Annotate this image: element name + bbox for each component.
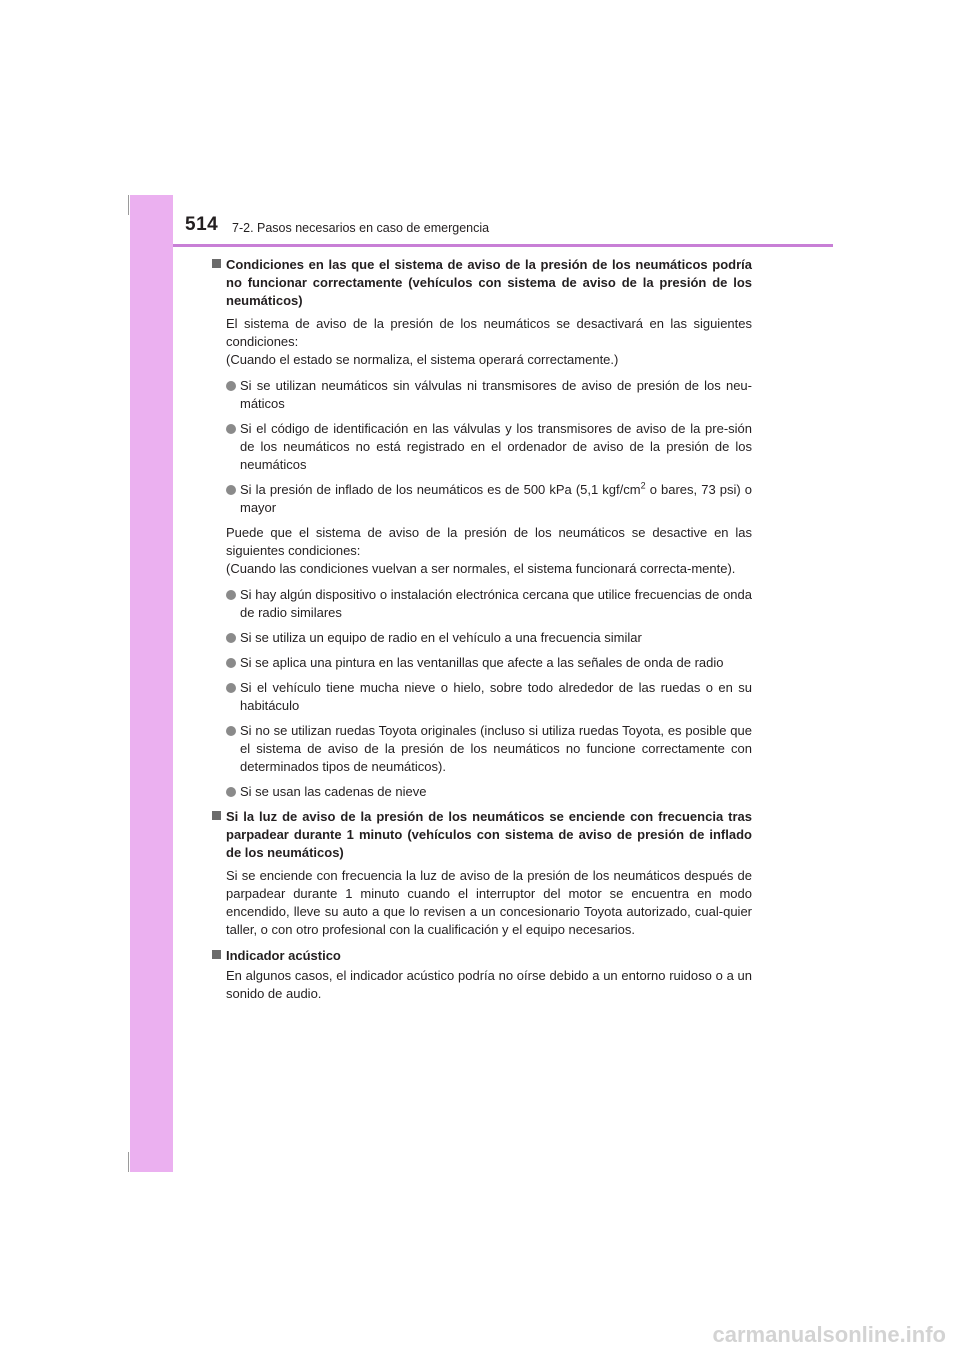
list-item-text: Si se usan las cadenas de nieve: [240, 784, 427, 799]
paragraph-line: En algunos casos, el indicador acústico podría no oírse debido a un entorno ruidoso o a un sonido de audio.: [226, 968, 752, 1001]
list-item: [226, 722, 752, 776]
paragraph: [226, 315, 752, 369]
crop-mark: [128, 1152, 129, 1172]
list-item-text: Si el vehículo tiene mucha nieve o hielo, sobre todo alrededor de las ruedas o en su habitáculo: [240, 680, 752, 713]
bullet-icon: [226, 381, 236, 391]
section-warning-light: [212, 808, 752, 939]
paragraph: [226, 524, 752, 578]
header-rule: [173, 244, 833, 247]
list-item: [226, 420, 752, 474]
list-item-text: Si se utilizan neumáticos sin válvulas ni transmisores de aviso de presión de los neu-máticos: [240, 378, 752, 411]
section-title: Si la luz de aviso de la presión de los neumáticos se enciende con frecuencia tras parpadear durante 1 minuto (vehículos con sistema de aviso de presión de inflado de los neumáticos): [226, 809, 752, 860]
section-tpms-conditions: [212, 256, 752, 801]
list-item: [226, 654, 752, 672]
section-title: Indicador acústico: [226, 948, 341, 963]
square-bullet-icon: [212, 811, 221, 820]
side-tab-band: [130, 195, 173, 1172]
superscript: 2: [640, 480, 646, 491]
section-title: Condiciones en las que el sistema de aviso de la presión de los neumáticos podría no funcionar correctamente (vehículos con sistema de aviso de la presión de los neumáticos): [226, 257, 752, 308]
section-acoustic-indicator: [212, 947, 752, 1003]
list-item: [226, 481, 752, 517]
square-bullet-icon: [212, 259, 221, 268]
paragraph-line: Puede que el sistema de aviso de la presión de los neumáticos se desactive en las siguientes condiciones:: [226, 525, 752, 558]
bullet-icon: [226, 787, 236, 797]
bullet-icon: [226, 590, 236, 600]
list-item: [226, 629, 752, 647]
paragraph-line: El sistema de aviso de la presión de los neumáticos se desactivará en las siguientes condiciones:: [226, 316, 752, 349]
bullet-icon: [226, 424, 236, 434]
list-item-text: Si no se utilizan ruedas Toyota originales (incluso si utiliza ruedas Toyota, es posible que el sistema de aviso de la presión de los neumáticos no funcione correctamente con determinados tipos de neumáticos).: [240, 723, 752, 774]
list-item: [226, 679, 752, 715]
bullet-icon: [226, 658, 236, 668]
bullet-icon: [226, 485, 236, 495]
list-item-text: o bares, 73 psi) o mayor: [240, 482, 753, 515]
paragraph: [226, 867, 752, 939]
crop-mark: [128, 195, 129, 215]
paragraph-line: (Cuando el estado se normaliza, el sistema operará correctamente.): [226, 352, 619, 367]
list-item: [226, 783, 752, 801]
bullet-icon: [226, 683, 236, 693]
list-item-text: Si la presión de inflado de los neumáticos es de 500 kPa (5,1 kgf/cm: [240, 482, 641, 497]
list-item-text: Si se utiliza un equipo de radio en el vehículo a una frecuencia similar: [240, 630, 642, 645]
list-item-text: Si hay algún dispositivo o instalación electrónica cercana que utilice frecuencias de onda de radio similares: [240, 587, 752, 620]
list-item-text: Si se aplica una pintura en las ventanillas que afecte a las señales de onda de radio: [240, 655, 724, 670]
list-item: [226, 586, 752, 622]
bullet-icon: [226, 633, 236, 643]
square-bullet-icon: [212, 950, 221, 959]
paragraph-line: (Cuando las condiciones vuelvan a ser normales, el sistema funcionará correcta-mente).: [226, 561, 736, 576]
paragraph-line: Si se enciende con frecuencia la luz de aviso de la presión de los neumáticos después de parpadear durante 1 minuto cuando el interruptor del motor se encuentra en modo encendido, lleve su auto a que lo revisen a un concesionario Toyota autorizado, cual-quier taller, o con otro profesional con la cualificación y el equipo necesarios.: [226, 868, 752, 937]
page-number: 514: [185, 214, 219, 235]
list-item: [226, 377, 752, 413]
list-item-text: Si el código de identificación en las válvulas y los transmisores de aviso de la pre-sión de los neumáticos no está registrado en el ordenador de aviso de la presión de los neumáticos: [240, 421, 752, 472]
bullet-icon: [226, 726, 236, 736]
page-content: [212, 256, 752, 1011]
watermark: carmanualsonline.info: [712, 1322, 946, 1347]
chapter-title: 7-2. Pasos necesarios en caso de emergencia: [232, 221, 490, 235]
paragraph: [226, 967, 752, 1003]
